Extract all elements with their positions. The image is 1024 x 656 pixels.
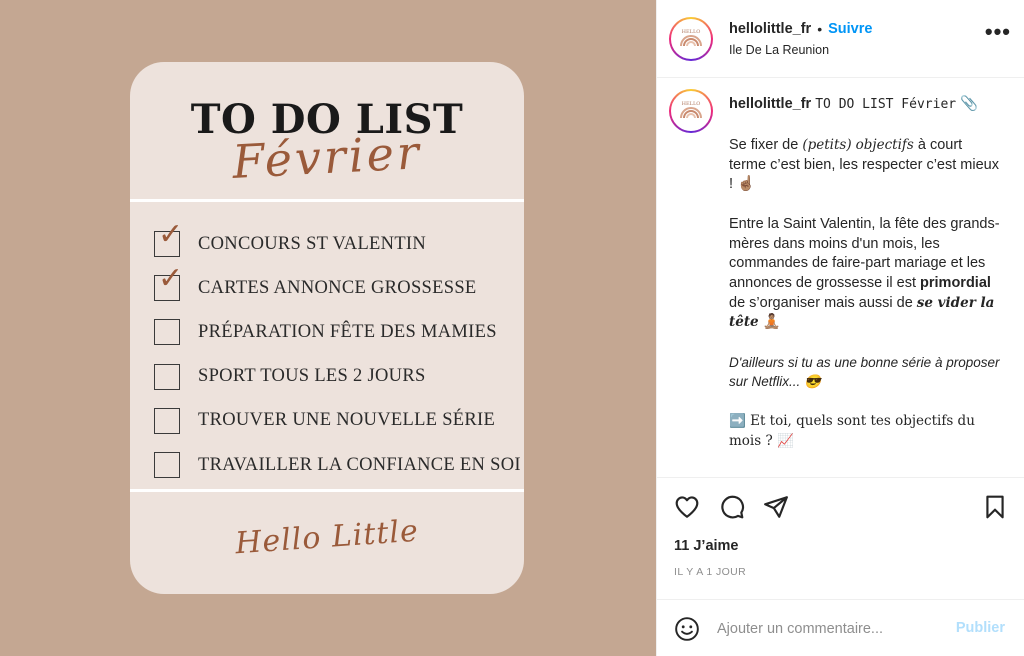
avatar[interactable] [669, 17, 713, 61]
checkbox [154, 319, 180, 345]
checkmark-icon: ✓ [158, 217, 184, 253]
checkmark-icon: ✓ [158, 261, 184, 297]
pointing-up-icon: ☝🏽 [737, 176, 756, 193]
share-icon[interactable] [763, 494, 789, 520]
meditation-icon: 🧘🏽 [762, 314, 781, 331]
caption-text: Se fixer de [729, 137, 803, 153]
header-user [729, 21, 872, 37]
caption-area [657, 79, 1024, 477]
follow-button[interactable]: Suivre [828, 21, 873, 37]
caption-heading [729, 95, 978, 112]
post-header [657, 0, 1024, 78]
caption-text: objectifs [855, 137, 914, 153]
task-item [154, 261, 514, 310]
task-item [154, 355, 514, 399]
caption-text: à court terme c’est bien, les respecter c’est mieux ! [729, 137, 999, 193]
task-label: PRÉPARATION FÊTE DES MAMIES [198, 321, 497, 342]
more-options-icon[interactable]: ••• [984, 19, 1011, 44]
comment-icon[interactable] [719, 494, 745, 520]
task-item [154, 443, 521, 487]
divider [130, 489, 524, 492]
location-link[interactable]: Ile De La Reunion [729, 43, 830, 57]
caption-text: Et toi, quels sont tes objectifs du mois ? [729, 412, 975, 449]
chart-up-icon: 📈 [777, 432, 794, 449]
task-label: TROUVER UNE NOUVELLE SÉRIE [198, 410, 496, 431]
caption-paragraph [729, 215, 1001, 333]
task-label: CONCOURS ST VALENTIN [198, 233, 427, 254]
post-timestamp[interactable]: IL Y A 1 JOUR [674, 566, 747, 578]
task-item [154, 217, 514, 266]
rainbow-logo-icon [676, 96, 706, 126]
task-item [154, 310, 514, 354]
svg-text:HELLO: HELLO [681, 29, 701, 35]
svg-text:HELLO: HELLO [681, 101, 701, 107]
caption-username[interactable]: hellolittle_fr [729, 96, 812, 112]
checkbox [154, 261, 184, 301]
card-subtitle: Février [230, 125, 424, 189]
caption-paragraph [729, 412, 1001, 451]
caption-text: se vider la tête [729, 294, 995, 331]
task-label: TRAVAILLER LA CONFIANCE EN SOI [198, 454, 521, 475]
task-list [154, 217, 521, 487]
comment-input[interactable] [717, 616, 937, 642]
comment-bar [657, 599, 1024, 656]
avatar[interactable] [669, 89, 713, 133]
caption-text: D'ailleurs si tu as une bonne série à proposer sur Netflix... [729, 354, 1000, 390]
task-item [154, 399, 514, 443]
header-username[interactable]: hellolittle_fr [729, 21, 812, 37]
rainbow-logo-icon [676, 24, 706, 54]
action-bar [657, 477, 1024, 535]
checkbox [154, 217, 184, 257]
sunglasses-icon: 😎 [804, 374, 821, 390]
post-sidebar [656, 0, 1024, 656]
caption-text: (petits) [802, 137, 852, 153]
caption-body [729, 136, 1001, 471]
separator: • [817, 21, 823, 37]
divider [130, 199, 524, 202]
likes-count[interactable]: 11 J’aime [674, 538, 739, 554]
paperclip-icon: 📎 [960, 96, 979, 112]
task-label: SPORT TOUS LES 2 JOURS [198, 366, 426, 387]
caption-text: Entre la Saint Valentin, la fête des grands-mères dans moins d'un mois, les commandes de faire-part mariage et les annonces de grossesse il est [729, 215, 1000, 291]
checkbox [154, 452, 180, 478]
caption-title: TO DO LIST Février [815, 97, 957, 112]
checkbox [154, 364, 180, 390]
caption-paragraph [729, 136, 1001, 195]
arrow-right-icon: ➡️ [729, 412, 746, 429]
publish-button[interactable]: Publier [955, 620, 1005, 636]
emoji-icon[interactable] [674, 616, 700, 642]
bookmark-icon[interactable] [982, 494, 1008, 520]
card-title: TO DO LIST [190, 96, 464, 143]
checkbox [154, 408, 180, 434]
caption-paragraph [729, 353, 1001, 392]
heart-icon[interactable] [674, 494, 700, 520]
task-label: CARTES ANNONCE GROSSESSE [198, 277, 477, 298]
card-footer-signature: Hello Little [234, 513, 420, 562]
todo-card [130, 62, 524, 594]
caption-text: primordial [920, 274, 991, 291]
caption-text: de s’organiser mais aussi de [729, 294, 917, 311]
